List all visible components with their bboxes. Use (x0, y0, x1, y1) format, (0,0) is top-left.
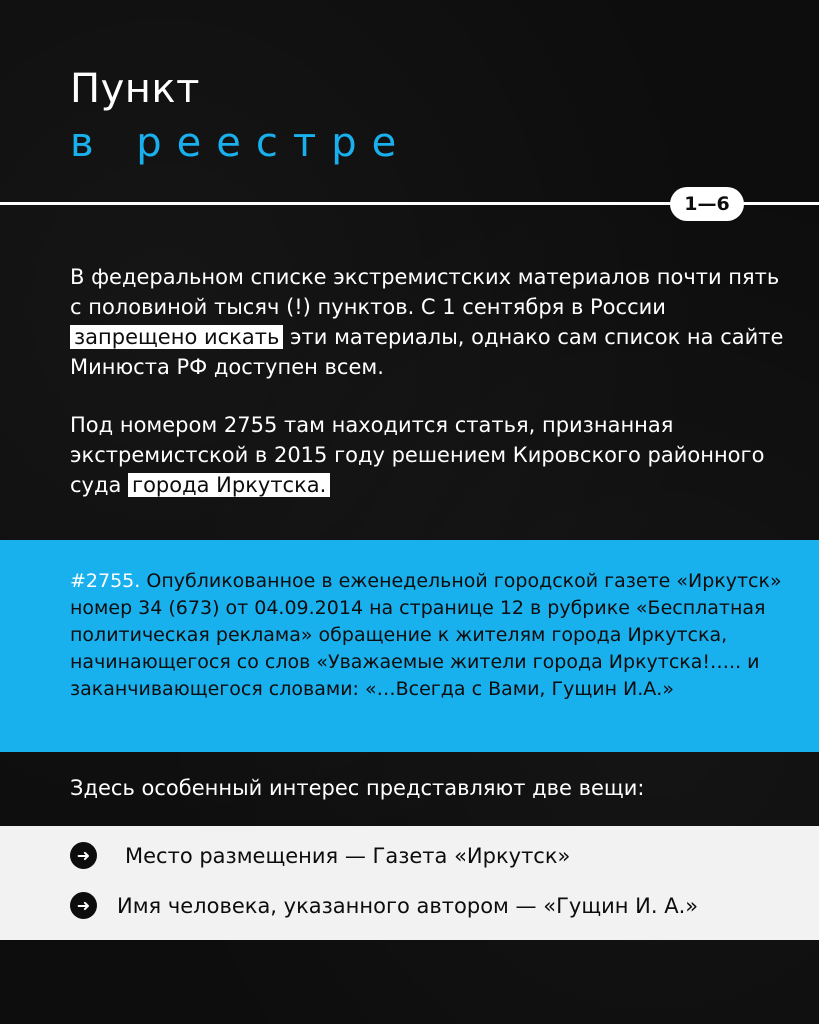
intro-p1-after: эти материалы, однако сам список на сайте Минюста РФ доступен всем. (70, 325, 784, 379)
registry-entry-number: #2755. (70, 570, 141, 592)
intro-paragraph-1 (70, 262, 790, 382)
intro-p1-before: В федеральном списке экстремистских материалов почти пять с половиной тысяч (!) пунктов. С 1 сентября в России (70, 265, 780, 319)
interest-heading: Здесь особенный интерес представляют две вещи: (70, 776, 645, 800)
intro-p2-before: Под номером 2755 там находится статья, признанная экстремистской в 2015 году решением Кировского районного суда (70, 413, 765, 497)
slide-counter-badge: 1—6 (670, 187, 744, 221)
registry-entry-text: Опубликованное в еженедельной городской газете «Иркутск» номер 34 (673) от 04.09.2014 на странице 12 в рубрике «Бесплатная политическая реклама» обращение к жителям города Иркутска, начинающегося со слов «Уважаемые жители города Иркутска!….. и заканчивающегося словами: «…Всегда с Вами, Гущин И.А.» (70, 570, 782, 700)
interest-item-2 (70, 892, 698, 919)
intro-paragraph-2 (70, 410, 790, 500)
title-line-1: Пункт (70, 66, 200, 112)
interest-item-1-text: Место размещения — Газета «Иркутск» (125, 843, 571, 868)
highlight-search-ban: запрещено искать (70, 325, 283, 349)
highlight-city: города Иркутска. (128, 473, 330, 497)
interest-item-1 (70, 842, 570, 869)
arrow-right-circle-icon: ➜ (70, 842, 97, 869)
arrow-right-circle-icon: ➜ (70, 892, 97, 919)
intro-text (70, 262, 790, 528)
title-line-2: в реестре (70, 120, 412, 166)
registry-entry-quote (70, 568, 790, 703)
interest-item-2-text: Имя человека, указанного автором — «Гущин И. А.» (117, 893, 699, 918)
